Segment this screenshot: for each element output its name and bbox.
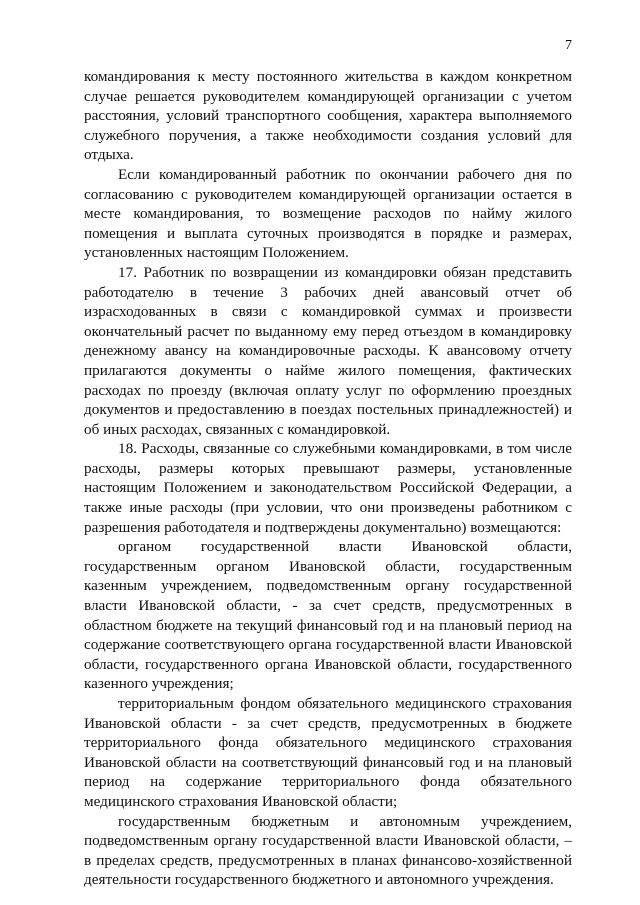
paragraph-item-17-advance-report: 17. Работник по возвращении из командировки обязан представить работодателю в течение 3 рабочих дней авансовый отчет об израсходованных в связи с командировкой суммах и произвести окончательный расчет по выданному ему перед отъездом в командировку денежному авансу на командировочные расходы. К авансовому отчету прилагаются документы о найме жилого помещения, фактических расходах по проезду (включая оплату услуг по оформлению проездных документов и предоставлению в поездах постельных принадлежностей) и об иных расходах, связанных с командировкой. — [84, 263, 572, 438]
paragraph-continuation-travel-return: командирования к месту постоянного жительства в каждом конкретном случае решается руководителем командирующей организации с учетом расстояния, условий транспортного сообщения, характера выполняемого служебного поручения, а также необходимости создания условий для отдыха. — [84, 68, 572, 164]
document-body — [84, 67, 572, 890]
paragraph-stay-after-workday: Если командированный работник по окончании рабочего дня по согласованию с руководителем командирующей организации остается в месте командирования, то возмещение расходов по найму жилого помещения и выплата суточных производятся в порядке и размерах, установленных настоящим Положением. — [84, 165, 572, 262]
paragraph-budget-autonomous-institution-funding: государственным бюджетным и автономным учреждением, подведомственным органу государственной власти Ивановской области, – в пределах средств, предусмотренных в планах финансово-хозяйственной деятельности государственного бюджетного и автономного учреждения. — [84, 812, 572, 889]
page-number: 7 — [565, 38, 572, 53]
paragraph-medical-insurance-fund-funding: территориальным фондом обязательного медицинского страхования Ивановской области - за счет средств, предусмотренных в бюджете территориального фонда обязательного медицинского страхования Ивановской области на соответствующий финансовый год и на плановый период на содержание территориального фонда обязательного медицинского страхования Ивановской области; — [84, 695, 572, 810]
paragraph-item-18-expenses: 18. Расходы, связанные со служебными командировками, в том числе расходы, размеры которых превышают размеры, установленные настоящим Положением и законодательством Российской Федерации, а также иные расходы (при условии, что они произведены работником с разрешения работодателя и подтверждены документально) возмещаются: — [84, 440, 572, 536]
paragraph-state-authority-funding: органом государственной власти Ивановской области, государственным органом Ивановской области, государственным казенным учреждением, подведомственным органу государственной власти Ивановской области, - за счет средств, предусмотренных в областном бюджете на текущий финансовый год и на плановый период на содержание соответствующего органа государственной власти Ивановской области, государственного органа Ивановской области, государственного казенного учреждения; — [84, 538, 572, 693]
